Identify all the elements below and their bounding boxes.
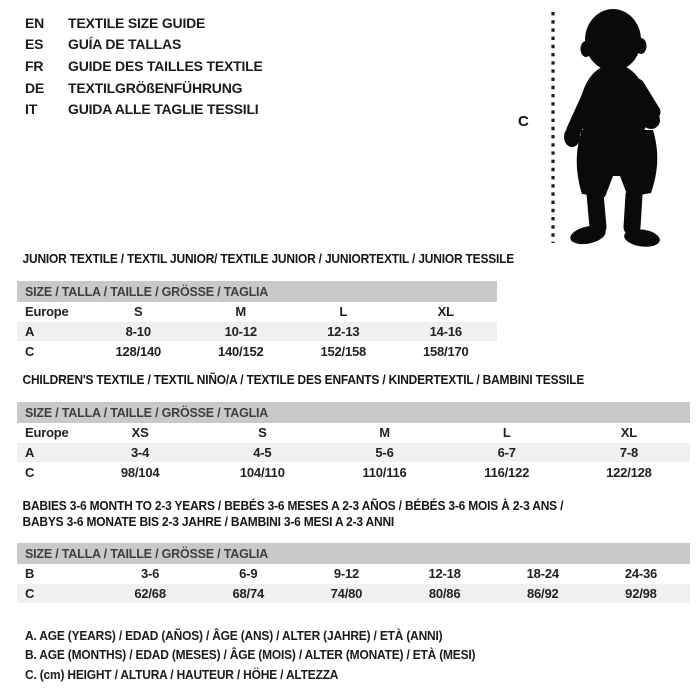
height-cell: 86/92 <box>527 586 559 602</box>
row-label: Europe <box>25 425 69 441</box>
lang-code: ES <box>25 36 44 53</box>
lang-row-fr <box>25 55 263 77</box>
age-cell: 12-13 <box>327 324 360 340</box>
junior-textile-title: JUNIOR TEXTILE / TEXTIL JUNIOR/ TEXTILE JUNIOR / JUNIORTEXTIL / JUNIOR TESSILE <box>22 251 515 266</box>
legend-height: C. (cm) HEIGHT / ALTURA / HAUTEUR / HÖHE / ALTEZZA <box>25 666 339 682</box>
height-cell: 98/104 <box>120 464 160 480</box>
height-measure-figure <box>510 0 700 255</box>
age-cell: 10-12 <box>224 324 257 340</box>
size-cell: M <box>235 304 247 320</box>
lang-row-en <box>25 12 263 34</box>
table-row-months <box>17 564 690 584</box>
lang-row-de <box>25 77 263 99</box>
size-cell: S <box>258 425 267 441</box>
months-cell: 24-36 <box>624 566 658 582</box>
table-row-height <box>17 462 690 482</box>
table-row-europe <box>17 423 690 443</box>
height-cell: 122/128 <box>606 464 652 480</box>
size-header-bar: SIZE / TALLA / TAILLE / GRÖSSE / TAGLIA <box>17 281 497 302</box>
height-measure-label: C <box>518 113 529 130</box>
table-row-height <box>17 584 690 604</box>
lang-label: GUIDA ALLE TAGLIE TESSILI <box>68 101 259 118</box>
age-cell: 8-10 <box>125 324 151 340</box>
table-row-europe <box>17 302 497 322</box>
age-cell: 14-16 <box>429 324 462 340</box>
language-title-list <box>25 12 263 120</box>
row-label: C <box>25 343 35 359</box>
legend-age-years: A. AGE (YEARS) / EDAD (AÑOS) / ÂGE (ANS) / ALTER (JAHRE) / ETÀ (ANNI) <box>25 628 443 644</box>
lang-label: GUÍA DE TALLAS <box>68 36 182 53</box>
height-cell: 104/110 <box>239 464 285 480</box>
size-header-bar: SIZE / TALLA / TAILLE / GRÖSSE / TAGLIA <box>17 402 690 423</box>
size-header-bar: SIZE / TALLA / TAILLE / GRÖSSE / TAGLIA <box>17 543 690 564</box>
age-cell: 5-6 <box>375 445 394 461</box>
measurement-legend <box>25 626 515 684</box>
row-label: C <box>25 586 35 602</box>
lang-label: TEXTILE SIZE GUIDE <box>68 14 206 31</box>
height-cell: 80/86 <box>428 586 461 602</box>
lang-code: FR <box>25 57 44 74</box>
row-label: C <box>25 464 35 480</box>
childrens-textile-section <box>17 372 690 482</box>
size-cell: XL <box>620 425 638 441</box>
row-label: Europe <box>25 304 69 320</box>
row-label: B <box>25 566 35 582</box>
table-row-age <box>17 443 690 463</box>
size-cell: L <box>339 304 348 320</box>
table-row-age <box>17 322 497 342</box>
age-cell: 3-4 <box>131 445 150 461</box>
height-cell: 74/80 <box>330 586 363 602</box>
size-cell: S <box>134 304 143 320</box>
lang-row-it <box>25 98 263 120</box>
months-cell: 18-24 <box>526 566 559 582</box>
age-cell: 4-5 <box>253 445 272 461</box>
section-title-block <box>17 251 515 267</box>
legend-age-months: B. AGE (MONTHS) / EDAD (MESES) / ÂGE (MOIS) / ALTER (MONATE) / ETÀ (MESI) <box>25 647 476 663</box>
lang-label: TEXTILGRÖßENFÜHRUNG <box>68 79 243 96</box>
babies-title-line1: BABIES 3-6 MONTH TO 2-3 YEARS / BEBÉS 3-6 MESES A 2-3 AÑOS / BÉBÉS 3-6 MOIS À 2-3 ANS / <box>22 498 564 513</box>
size-cell: XS <box>131 425 149 441</box>
table-row-height <box>17 341 497 361</box>
height-cell: 116/122 <box>484 464 530 480</box>
babies-textile-section <box>17 498 690 603</box>
height-cell: 140/152 <box>217 343 264 359</box>
size-cell: XL <box>437 304 454 320</box>
lang-code: DE <box>25 79 45 96</box>
months-cell: 6-9 <box>239 566 258 582</box>
months-cell: 9-12 <box>333 566 360 582</box>
section-title-block <box>17 498 690 530</box>
height-cell: 62/68 <box>134 586 166 602</box>
size-cell: L <box>502 425 511 441</box>
height-cell: 110/116 <box>362 464 407 480</box>
lang-code: IT <box>25 101 38 118</box>
row-label: A <box>25 324 35 340</box>
lang-code: EN <box>25 14 45 31</box>
childrens-textile-title: CHILDREN'S TEXTILE / TEXTIL NIÑO/A / TEXTILE DES ENFANTS / KINDERTEXTIL / BAMBINI TESSILE <box>22 372 585 387</box>
months-cell: 12-18 <box>428 566 461 582</box>
section-title-block <box>17 372 690 388</box>
toddler-silhouette-icon <box>510 0 700 255</box>
height-cell: 92/98 <box>625 586 657 602</box>
height-cell: 68/74 <box>232 586 265 602</box>
height-cell: 152/158 <box>320 343 367 359</box>
lang-label: GUIDE DES TAILLES TEXTILE <box>68 57 263 74</box>
height-cell: 128/140 <box>115 343 162 359</box>
height-cell: 158/170 <box>422 343 469 359</box>
junior-textile-section <box>17 251 515 361</box>
lang-row-es <box>25 34 263 56</box>
age-cell: 6-7 <box>497 445 516 461</box>
size-cell: M <box>379 425 390 441</box>
babies-title-line2: BABYS 3-6 MONATE BIS 2-3 JAHRE / BAMBINI 3-6 MESI A 2-3 ANNI <box>22 514 395 529</box>
age-cell: 7-8 <box>619 445 639 461</box>
months-cell: 3-6 <box>140 566 160 582</box>
row-label: A <box>25 445 35 461</box>
